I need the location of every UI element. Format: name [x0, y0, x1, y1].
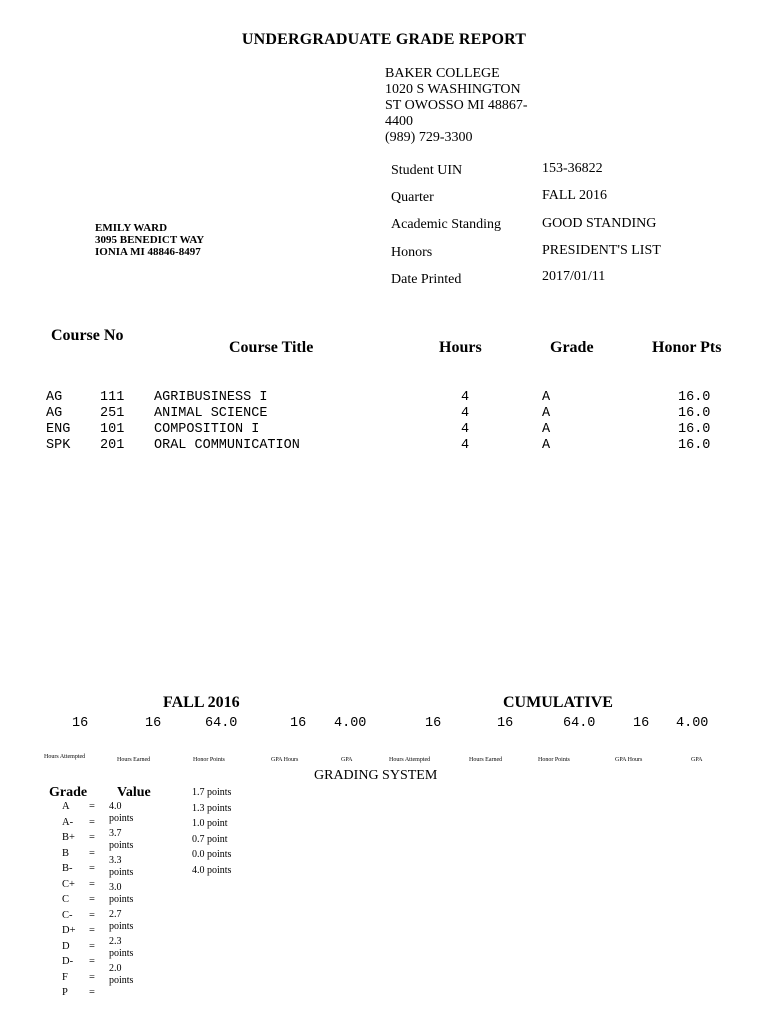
grade-letter: B- [62, 863, 73, 874]
grade-value: 3.7 [109, 828, 122, 839]
term-hours-attempted: 16 [72, 716, 89, 731]
grade-value: 3.3 [109, 855, 122, 866]
student-uin-value: 153-36822 [542, 161, 603, 176]
grade-values-col2 [192, 785, 231, 878]
grade-header: Grade [550, 339, 594, 356]
student-city: IONIA MI 48846-8497 [95, 246, 201, 258]
student-address [95, 222, 204, 258]
equals-list [89, 799, 95, 1001]
honors-value: PRESIDENT'S LIST [542, 243, 661, 258]
caption-gpa: GPA [341, 757, 353, 763]
grade-value: 0.0 points [192, 849, 232, 860]
course-title: ORAL COMMUNICATION [154, 438, 300, 453]
equals-sign: = [89, 971, 95, 983]
grade-letter: B [62, 847, 70, 859]
grade-value: points [109, 866, 134, 878]
grade-value: 4.0 [109, 801, 122, 812]
course-honor-pts: 16.0 [678, 422, 711, 437]
equals-sign: = [89, 863, 95, 874]
grade-letter: C+ [62, 878, 75, 890]
college-line: BAKER COLLEGE [385, 66, 500, 81]
student-uin-label: Student UIN [391, 163, 463, 178]
equals-sign: = [89, 956, 95, 967]
course-dept: AG [46, 390, 63, 405]
grade-value: 1.0 point [192, 818, 228, 829]
grade-value: points [109, 839, 134, 851]
caption-honor-points: Honor Points [193, 757, 225, 763]
course-number: 111 [100, 390, 125, 405]
grade-letter: C [62, 894, 70, 905]
grade-value: points [109, 947, 134, 959]
equals-sign: = [89, 847, 95, 859]
grade-value: points [109, 920, 134, 932]
cum-gpa-hours: 16 [633, 716, 650, 731]
grading-system-title: GRADING SYSTEM [314, 768, 438, 783]
cum-honor-points: 64.0 [563, 716, 596, 731]
course-hours: 4 [461, 438, 470, 453]
caption-gpa-hours: GPA Hours [271, 757, 299, 763]
caption-cum-hours-attempted: Hours Attempted [389, 757, 431, 763]
quarter-value: FALL 2016 [542, 188, 607, 203]
caption-hours-earned: Hours Earned [117, 757, 151, 763]
grade-letter: C- [62, 909, 73, 921]
hours-header: Hours [439, 339, 482, 356]
course-hours: 4 [461, 422, 470, 437]
grade-letter-list [62, 799, 76, 1001]
course-grade: A [542, 422, 551, 437]
college-line: (989) 729-3300 [385, 130, 473, 145]
grade-value: 1.7 points [192, 787, 232, 798]
value-column-header: Value [117, 785, 151, 800]
caption-hours-attempted: Hours Attempted [44, 754, 86, 760]
course-honor-pts: 16.0 [678, 438, 711, 453]
course-honor-pts: 16.0 [678, 390, 711, 405]
caption-cum-gpa: GPA [691, 757, 703, 763]
college-line: 1020 S WASHINGTON [385, 82, 521, 97]
grade-letter: A- [62, 816, 74, 828]
term-gpa: 4.00 [334, 716, 367, 731]
student-name: EMILY WARD [95, 222, 168, 234]
grade-value: points [109, 893, 134, 905]
equals-sign: = [89, 816, 95, 828]
cumulative-summary-heading: CUMULATIVE [503, 694, 613, 711]
course-grade: A [542, 406, 551, 421]
term-gpa-hours: 16 [290, 716, 307, 731]
grade-column-header: Grade [49, 785, 88, 800]
grade-letter: D- [62, 956, 74, 967]
date-printed-value: 2017/01/11 [542, 269, 606, 284]
honor-pts-header: Honor Pts [652, 339, 722, 356]
equals-sign: = [89, 987, 95, 998]
grade-letter: D+ [62, 925, 76, 936]
course-title: AGRIBUSINESS I [154, 390, 268, 405]
honors-label: Honors [391, 245, 433, 260]
course-dept: SPK [46, 438, 71, 453]
equals-sign: = [89, 909, 95, 921]
caption-cum-hours-earned: Hours Earned [469, 757, 503, 763]
course-honor-pts: 16.0 [678, 406, 711, 421]
course-title-header: Course Title [229, 339, 314, 356]
cum-gpa: 4.00 [676, 716, 709, 731]
course-no-header: Course No [51, 327, 124, 344]
student-street: 3095 BENEDICT WAY [95, 234, 205, 246]
caption-cum-honor-points: Honor Points [538, 757, 570, 763]
course-number: 251 [100, 406, 125, 421]
equals-sign: = [89, 832, 95, 843]
grade-letter: F [62, 971, 68, 983]
grade-value: 0.7 point [192, 833, 228, 845]
course-number: 201 [100, 438, 125, 453]
academic-standing-value: GOOD STANDING [542, 216, 657, 231]
equals-sign: = [89, 801, 95, 812]
grade-letter: D [62, 940, 70, 952]
course-title: COMPOSITION I [154, 422, 260, 437]
term-summary-heading: FALL 2016 [163, 694, 240, 711]
quarter-label: Quarter [391, 190, 434, 205]
college-line: 4400 [385, 114, 413, 129]
course-grade: A [542, 438, 551, 453]
college-line: ST OWOSSO MI 48867- [385, 98, 528, 113]
grade-value: 2.7 [109, 909, 122, 920]
course-dept: ENG [46, 422, 71, 437]
grade-value: 2.3 [109, 936, 122, 947]
grade-value: 4.0 points [192, 864, 232, 876]
grade-value: points [109, 974, 134, 986]
equals-sign: = [89, 925, 95, 936]
grade-value: points [109, 812, 134, 824]
cum-hours-earned: 16 [497, 716, 514, 731]
equals-sign: = [89, 878, 95, 890]
college-address [385, 66, 560, 146]
course-dept: AG [46, 406, 63, 421]
course-number: 101 [100, 422, 125, 437]
grade-letter: B+ [62, 832, 75, 843]
caption-cum-gpa-hours: GPA Hours [615, 757, 643, 763]
course-hours: 4 [461, 406, 470, 421]
grade-letter: A [62, 801, 70, 812]
grade-value: 1.3 points [192, 802, 232, 814]
course-hours: 4 [461, 390, 470, 405]
cum-hours-attempted: 16 [425, 716, 442, 731]
equals-sign: = [89, 894, 95, 905]
report-title: UNDERGRADUATE GRADE REPORT [241, 31, 527, 48]
date-printed-label: Date Printed [391, 272, 462, 287]
academic-standing-label: Academic Standing [391, 217, 502, 232]
grade-value: 3.0 [109, 882, 122, 893]
course-grade: A [542, 390, 551, 405]
course-title: ANIMAL SCIENCE [154, 406, 268, 421]
term-hours-earned: 16 [145, 716, 162, 731]
grade-letter: P [62, 987, 68, 998]
grade-value: 2.0 [109, 963, 122, 974]
grade-values-col1 [109, 799, 133, 988]
equals-sign: = [89, 940, 95, 952]
term-honor-points: 64.0 [205, 716, 238, 731]
